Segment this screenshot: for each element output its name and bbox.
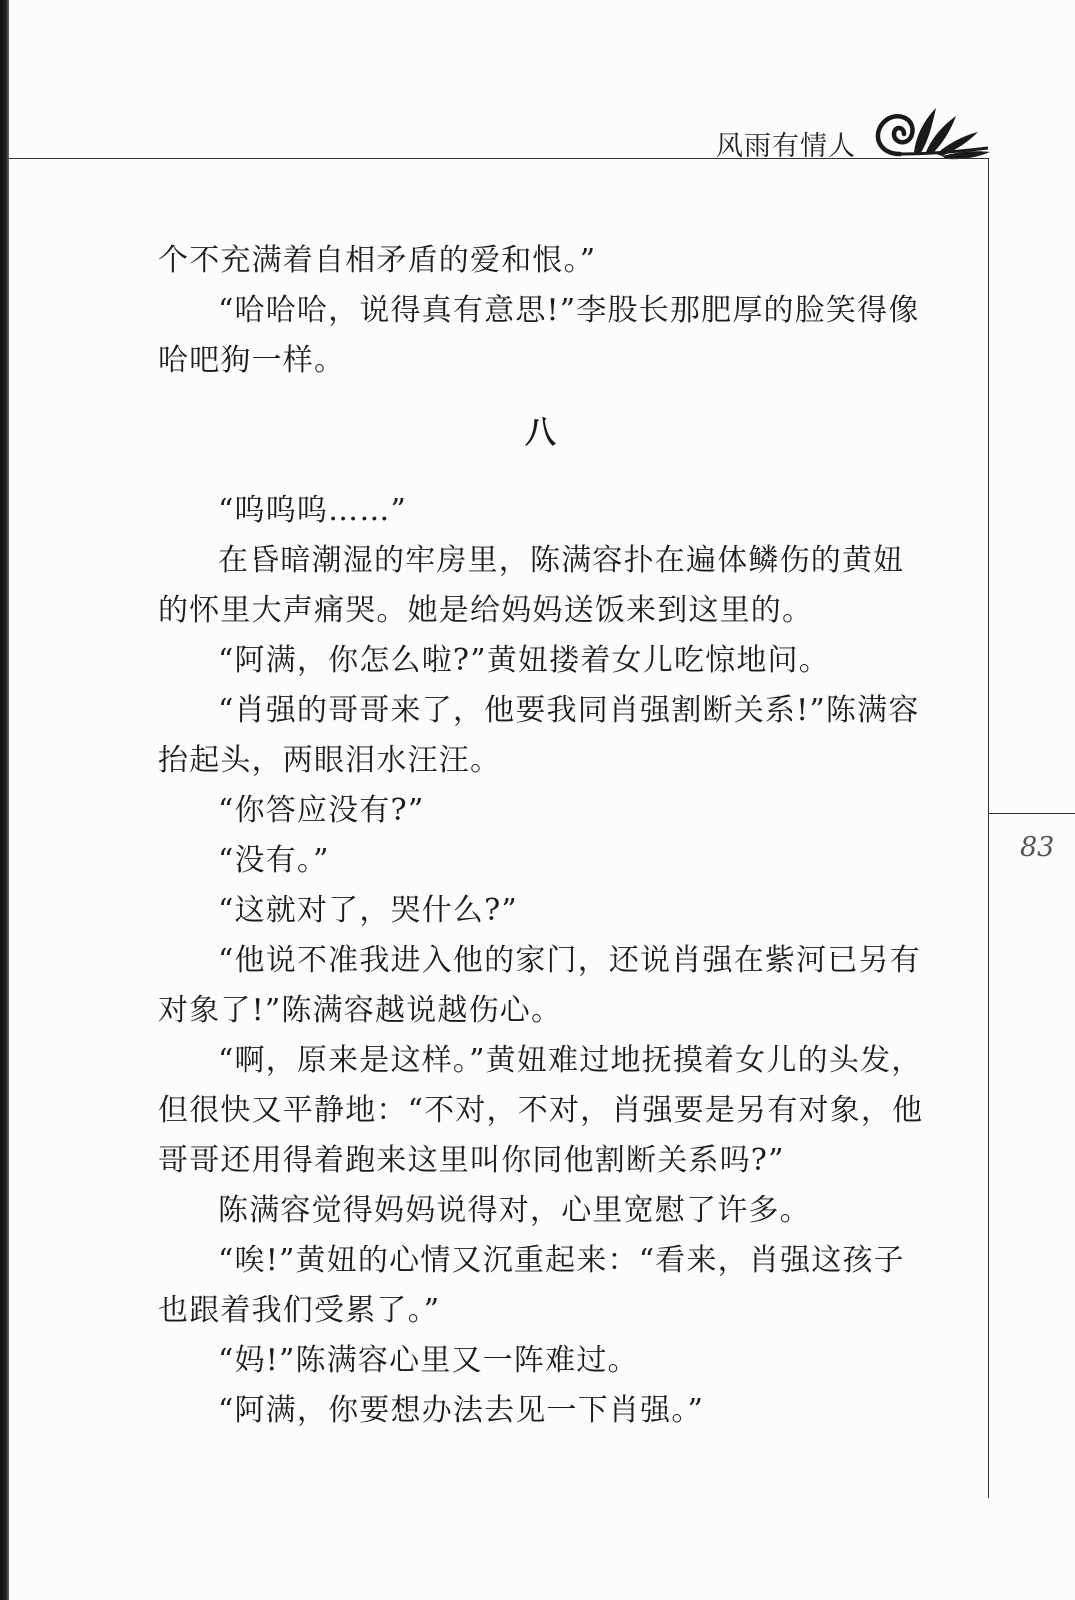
- paragraph: 个不充满着自相矛盾的爱和恨。”: [158, 243, 597, 278]
- page-number-tab-rule: [988, 813, 1075, 814]
- paragraph: “没有。”: [218, 843, 330, 878]
- paragraph: “阿满，你要想办法去见一下肖强。”: [218, 1393, 705, 1428]
- book-spine-shadow: [0, 0, 9, 1600]
- paragraph: “肖强的哥哥来了，他要我同肖强割断关系!”陈满容抬起头，两眼泪水汪汪。: [158, 693, 920, 778]
- paragraph: “你答应没有?”: [218, 793, 425, 828]
- paragraph: “啊，原来是这样。”黄妞难过地抚摸着女儿的头发，但很快又平静地：“不对，不对，肖强要是另有对象，他哥哥还用得着跑来这里叫你同他割断关系吗?”: [158, 1043, 924, 1178]
- margin-rule: [988, 158, 989, 1498]
- paragraph: “他说不准我进入他的家门，还说肖强在紫河已另有对象了!”陈满容越说越伤心。: [158, 943, 921, 1028]
- paragraph: “这就对了，哭什么?”: [218, 893, 518, 928]
- flourish-ornament-icon: [870, 104, 995, 166]
- paragraph: 在昏暗潮湿的牢房里，陈满容扑在遍体鳞伤的黄妞的怀里大声痛哭。她是给妈妈送饭来到这里的。: [158, 543, 905, 628]
- paragraph: “呜呜呜……”: [218, 493, 408, 528]
- paragraph: 陈满容觉得妈妈说得对，心里宽慰了许多。: [218, 1193, 811, 1228]
- page-number: 83: [1020, 832, 1055, 863]
- paragraph: “唉!”黄妞的心情又沉重起来：“看来，肖强这孩子也跟着我们受累了。”: [158, 1243, 905, 1328]
- paragraph: “妈!”陈满容心里又一阵难过。: [218, 1343, 639, 1378]
- body-text: [158, 236, 924, 1436]
- paragraph: “哈哈哈，说得真有意思!”李股长那肥厚的脸笑得像哈吧狗一样。: [158, 293, 920, 378]
- chapter-heading: 八: [524, 415, 558, 451]
- header-rule: [9, 158, 989, 159]
- paragraph: “阿满，你怎么啦?”黄妞搂着女儿吃惊地问。: [218, 643, 830, 678]
- running-title: 风雨有情人: [716, 131, 856, 162]
